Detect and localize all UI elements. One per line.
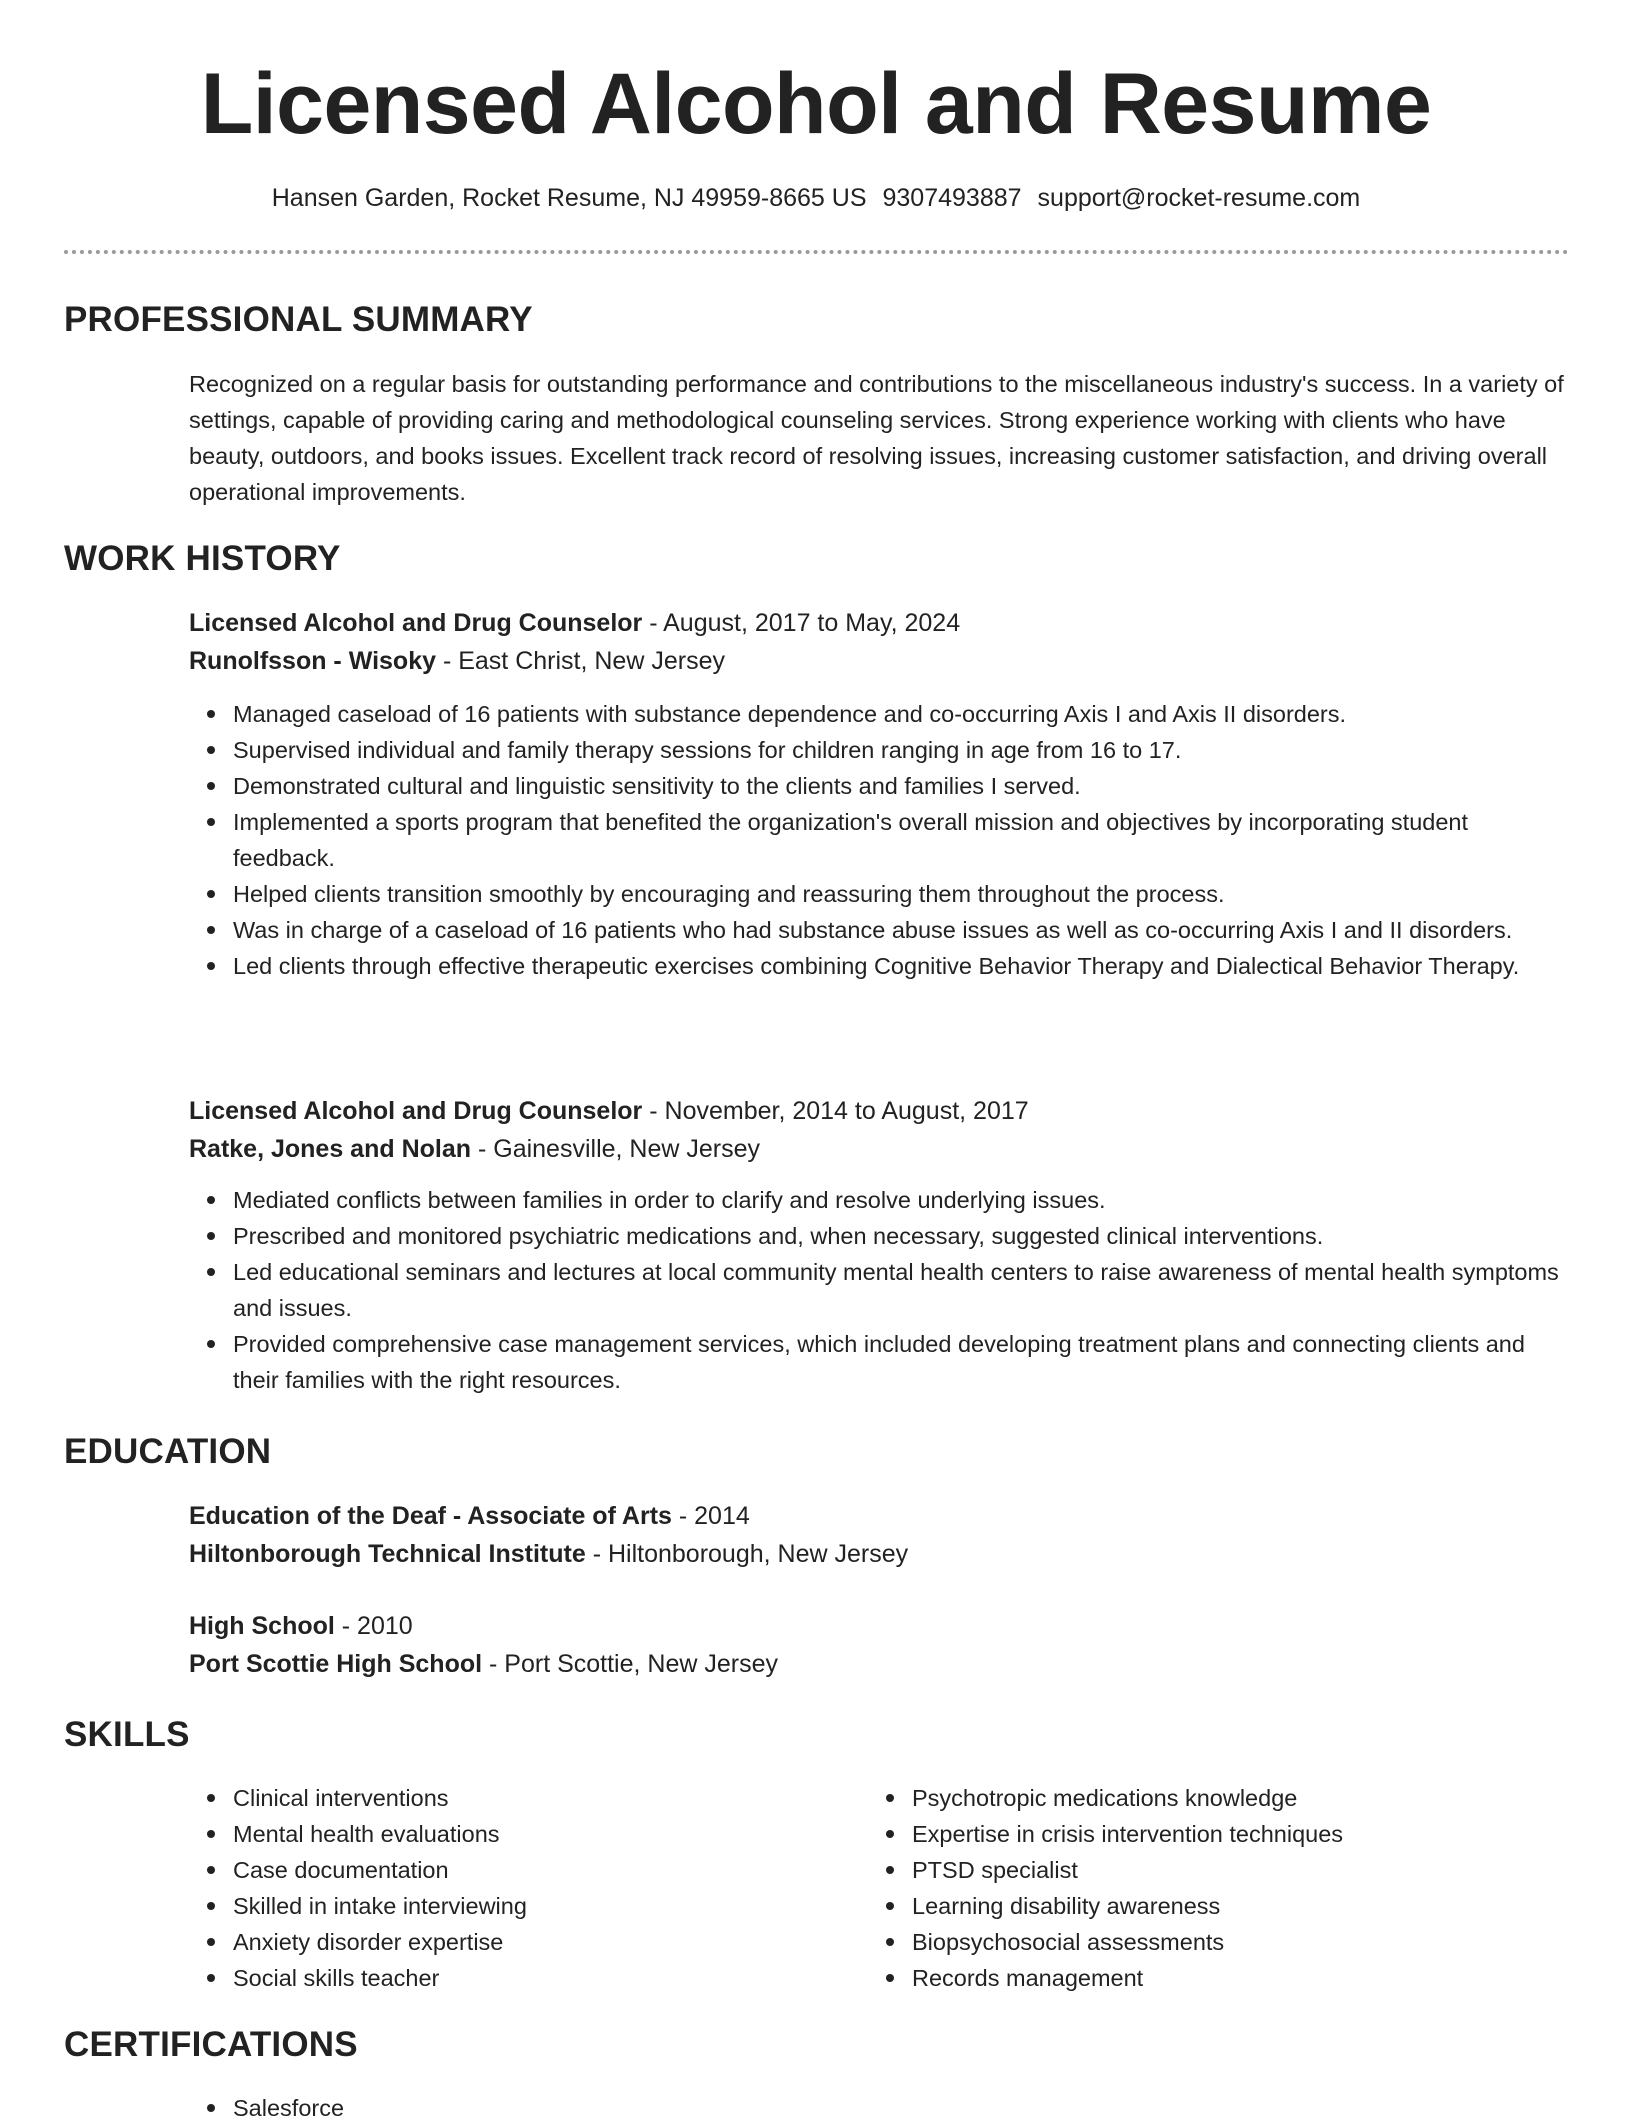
education-school-line: [189, 1645, 1569, 1683]
list-item: Clinical interventions: [189, 1780, 829, 1816]
contact-phone: 9307493887: [882, 184, 1022, 212]
summary-text: Recognized on a regular basis for outstanding performance and contributions to the miscellaneous industry's success. In a variety of settings, capable of providing caring and methodological counseling services. Strong experience working with clients who have beauty, outdoors, and books issues. Excellent track record of resolving issues, increasing customer satisfaction, and driving overall operational improvements.: [189, 371, 1564, 505]
education-location: - Port Scottie, New Jersey: [482, 1650, 779, 1678]
job-company-line: [189, 1130, 1569, 1168]
list-item: Records management: [868, 1960, 1508, 1996]
education-degree-line: [189, 1607, 1569, 1645]
section-title-certifications: CERTIFICATIONS: [64, 2025, 358, 2064]
certifications-list: [189, 2090, 829, 2126]
education-entry: [189, 1607, 1569, 1683]
list-item: Psychotropic medications knowledge: [868, 1780, 1508, 1816]
education-degree: Education of the Deaf - Associate of Arts: [189, 1502, 672, 1530]
header-divider: [64, 250, 1569, 254]
section-title-education: EDUCATION: [64, 1432, 272, 1471]
job-company: Ratke, Jones and Nolan: [189, 1135, 472, 1163]
job-location: - East Christ, New Jersey: [436, 647, 725, 675]
list-item: Biopsychosocial assessments: [868, 1924, 1508, 1960]
job-location: - Gainesville, New Jersey: [471, 1135, 761, 1163]
list-item: Led educational seminars and lectures at local community mental health centers to raise awareness of mental health symptoms and issues.: [189, 1254, 1569, 1326]
contact-line: [0, 180, 1632, 216]
job-dates: - November, 2014 to August, 2017: [642, 1097, 1029, 1125]
education-year: - 2010: [334, 1612, 413, 1640]
contact-address: Hansen Garden, Rocket Resume, NJ 49959-8665 US: [271, 184, 867, 212]
list-item: Supervised individual and family therapy sessions for children ranging in age from 16 to 17.: [189, 732, 1569, 768]
job-entry: [189, 1092, 1569, 1398]
education-school: Port Scottie High School: [189, 1650, 483, 1678]
skills-list-left: [189, 1780, 829, 1996]
list-item: Was in charge of a caseload of 16 patients who had substance abuse issues as well as co-occurring Axis I and II disorders.: [189, 912, 1569, 948]
contact-email[interactable]: support@rocket-resume.com: [1037, 184, 1361, 212]
job-title-line: [189, 604, 1569, 642]
resume-name: Licensed Alcohol and Resume: [200, 56, 1432, 152]
list-item: Provided comprehensive case management services, which included developing treatment plans and connecting clients and their families with the right resources.: [189, 1326, 1569, 1398]
education-degree-line: [189, 1497, 1569, 1535]
list-item: Led clients through effective therapeutic exercises combining Cognitive Behavior Therapy and Dialectical Behavior Therapy.: [189, 948, 1569, 984]
list-item: Mediated conflicts between families in order to clarify and resolve underlying issues.: [189, 1182, 1569, 1218]
education-school: Hiltonborough Technical Institute: [189, 1540, 586, 1568]
education-school-line: [189, 1535, 1569, 1573]
job-title: Licensed Alcohol and Drug Counselor: [189, 1097, 643, 1125]
job-bullets: [189, 1182, 1569, 1398]
section-title-skills: SKILLS: [64, 1715, 190, 1754]
job-entry: [189, 604, 1569, 984]
list-item: Demonstrated cultural and linguistic sensitivity to the clients and families I served.: [189, 768, 1569, 804]
list-item: Social skills teacher: [189, 1960, 829, 1996]
education-year: - 2014: [671, 1502, 750, 1530]
skills-list-right: [868, 1780, 1508, 1996]
list-item: Skilled in intake interviewing: [189, 1888, 829, 1924]
section-title-summary: PROFESSIONAL SUMMARY: [64, 300, 533, 339]
list-item: Case documentation: [189, 1852, 829, 1888]
list-item: PTSD specialist: [868, 1852, 1508, 1888]
job-company-line: [189, 642, 1569, 680]
list-item: Salesforce: [189, 2090, 829, 2126]
list-item: Managed caseload of 16 patients with substance dependence and co-occurring Axis I and Axis II disorders.: [189, 696, 1569, 732]
list-item: Helped clients transition smoothly by encouraging and reassuring them throughout the process.: [189, 876, 1569, 912]
education-location: - Hiltonborough, New Jersey: [585, 1540, 909, 1568]
list-item: Learning disability awareness: [868, 1888, 1508, 1924]
list-item: Implemented a sports program that benefited the organization's overall mission and objectives by incorporating student feedback.: [189, 804, 1569, 876]
job-company: Runolfsson - Wisoky: [189, 647, 437, 675]
education-entry: [189, 1497, 1569, 1573]
section-title-work: WORK HISTORY: [64, 539, 341, 578]
list-item: Prescribed and monitored psychiatric medications and, when necessary, suggested clinical interventions.: [189, 1218, 1569, 1254]
education-degree: High School: [189, 1612, 335, 1640]
job-title-line: [189, 1092, 1569, 1130]
job-dates: - August, 2017 to May, 2024: [642, 609, 961, 637]
job-title: Licensed Alcohol and Drug Counselor: [189, 609, 643, 637]
list-item: Expertise in crisis intervention techniques: [868, 1816, 1508, 1852]
job-bullets: [189, 696, 1569, 984]
list-item: Anxiety disorder expertise: [189, 1924, 829, 1960]
list-item: Mental health evaluations: [189, 1816, 829, 1852]
